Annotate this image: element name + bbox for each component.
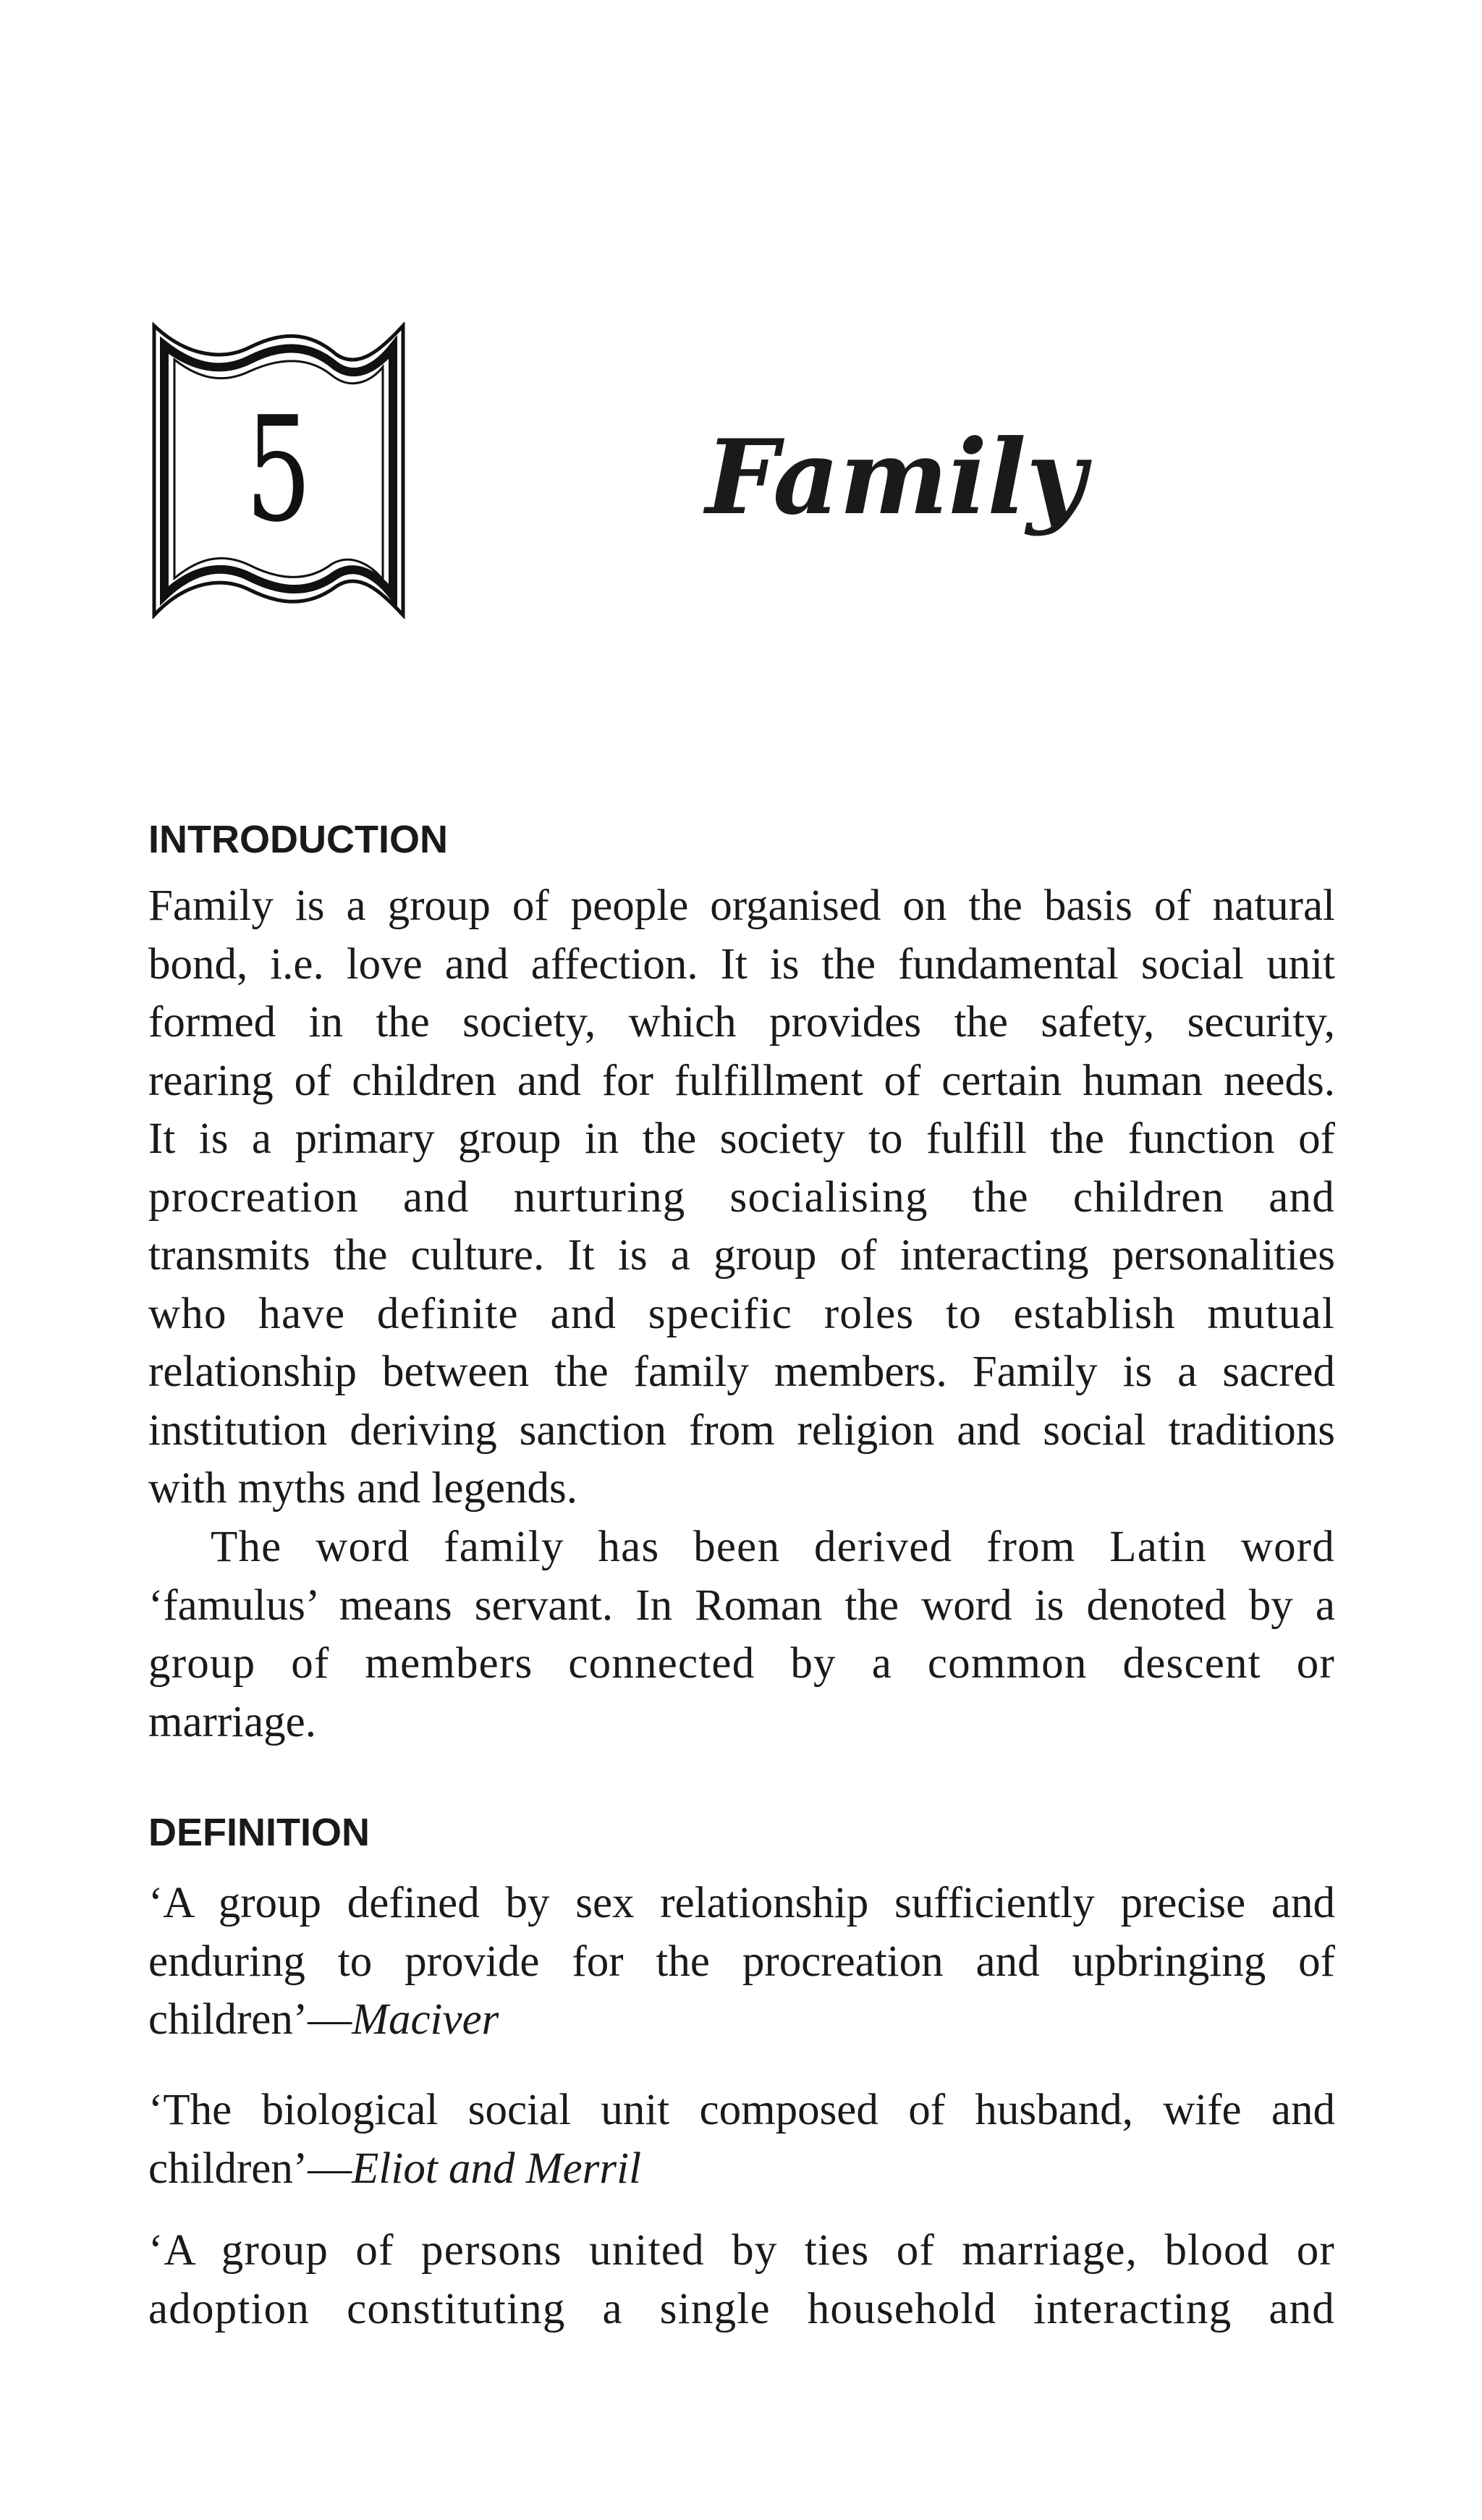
introduction-paragraph-1 (148, 877, 1335, 1518)
text-line: The word family has been derived from Latin word (211, 1523, 1335, 1571)
text-line: ‘A group of persons united by ties of marriage, blood or (148, 2226, 1335, 2275)
chapter-title: Family (706, 418, 1086, 538)
text-line: procreation and nurturing socialising the children and (148, 1172, 1335, 1222)
text-line: It is a primary group in the society to fulfill the function of (148, 1115, 1335, 1163)
text-line: relationship between the family members. Family is a sacred (148, 1348, 1335, 1396)
chapter-number: 5 (245, 386, 312, 554)
text-line (148, 1991, 1335, 2050)
text-line: adoption constituting a single household interacting and (148, 2284, 1335, 2333)
introduction-heading: INTRODUCTION (148, 818, 448, 861)
attribution: Eliot and Merril (352, 2144, 642, 2193)
chapter-badge (148, 322, 409, 619)
attribution: Maciver (352, 1995, 499, 2044)
text-line: bond, i.e. love and affection. It is the fundamental social unit (148, 939, 1335, 989)
text-line: marriage. (148, 1697, 316, 1746)
definition-heading: DEFINITION (148, 1811, 370, 1854)
text-line: enduring to provide for the procreation and upbringing of (148, 1937, 1335, 1986)
text-line: with myths and legends. (148, 1464, 577, 1513)
text-line: group of members connected by a common descent or (148, 1639, 1335, 1688)
text-line: transmits the culture. It is a group of interacting personalities (148, 1231, 1335, 1280)
quote-end: children’— (148, 1995, 352, 2044)
text-line: who have definite and specific roles to establish mutual (148, 1289, 1335, 1338)
text-line: institution deriving sanction from religion and social traditions (148, 1405, 1335, 1455)
text-line: Family is a group of people organised on the basis of natural (148, 881, 1335, 930)
quote-end: children’— (148, 2144, 352, 2193)
text-line: rearing of children and for fulfillment of certain human needs. (148, 1056, 1335, 1105)
definition-1 (148, 1874, 1335, 2050)
text-line: ‘famulus’ means servant. In Roman the word is denoted by a (148, 1581, 1335, 1630)
introduction-paragraph-2 (148, 1518, 1335, 1751)
definition-2 (148, 2081, 1335, 2198)
text-line: ‘A group defined by sex relationship sufficiently precise and (148, 1879, 1335, 1927)
text-line (148, 2140, 1335, 2199)
text-line: formed in the society, which provides the safety, security, (148, 998, 1335, 1047)
text-line: ‘The biological social unit composed of husband, wife and (148, 2086, 1335, 2134)
definition-3 (148, 2222, 1335, 2338)
